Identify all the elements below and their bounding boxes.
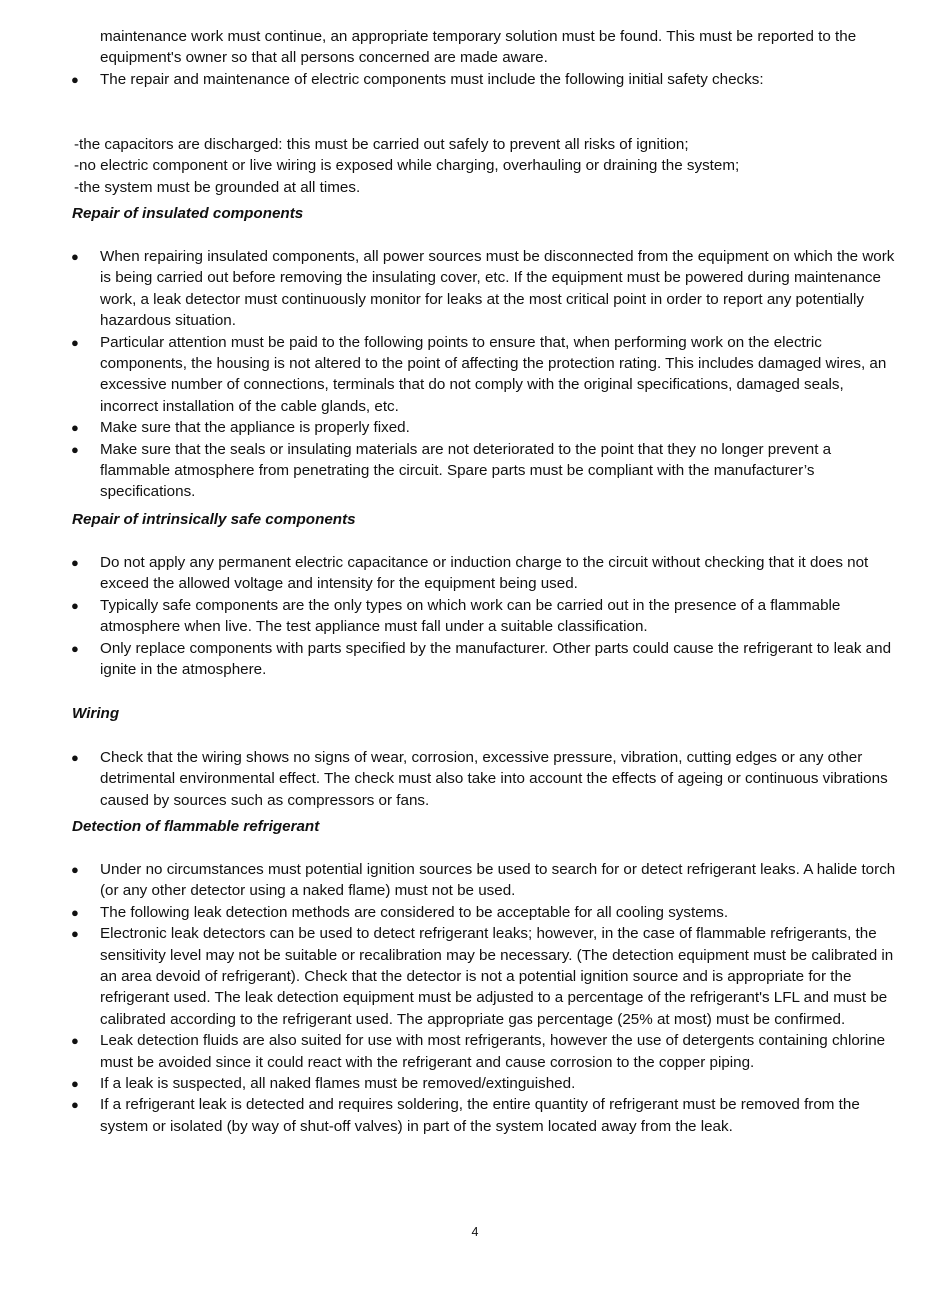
list-item: ● Make sure that the appliance is properly fixed. (0, 417, 950, 438)
bullet-icon: ● (71, 1033, 79, 1049)
list-item: ● Electronic leak detectors can be used to detect refrigerant leaks; however, in the case of flammable refrigerants, the sensitivity level may not be suitable or recalibration may be necessary. (The detection equipment must be calibrated in an area devoid of refrigerant). Check that the detector is not a potential ignition source and is appropriate for the refrigerant used. The leak detection equipment must be adjusted to a percentage of the refrigerant's LFL and must be calibrated according to the refrigerant used. The appropriate gas percentage (25% at most) must be confirmed. (71, 925, 894, 1028)
bullet-icon: ● (71, 750, 79, 765)
bullet-icon: ● (71, 441, 79, 457)
check-line: -no electric component or live wiring is exposed while charging, overhauling or draining the system; (74, 157, 740, 175)
list-item: ● The repair and maintenance of electric components must include the following initial safety checks: (0, 69, 950, 90)
intro-list (0, 69, 950, 90)
section-heading: Detection of flammable refrigerant (72, 818, 320, 835)
bullet-icon: ● (71, 334, 79, 350)
list-item: ● Only replace components with parts specified by the manufacturer. Other parts could cause the refrigerant to leak and ignite in the atmosphere. (71, 639, 892, 679)
intro-block (0, 26, 950, 90)
bullet-icon: ● (71, 555, 79, 570)
safety-checks (0, 134, 950, 198)
list-item: ● Particular attention must be paid to the following points to ensure that, when performing work on the electric components, the housing is not altered to the point of affecting the protection rating. This includes damaged wires, an excessive number of connections, terminals that do not comply with the original specifications, damaged seals, incorrect installation of the cable glands, etc. (71, 333, 887, 415)
section-list (0, 859, 950, 1137)
section-heading: Repair of intrinsically safe components (72, 511, 356, 528)
bullet-icon: ● (71, 862, 79, 877)
page-number: 4 (471, 1225, 479, 1239)
list-item: ● When repairing insulated components, all power sources must be disconnected from the equipment on which the work is being carried out before removing the insulating cover, etc. If the equipment must be powered during maintenance work, a leak detector must continuously monitor for leaks at the most critical point in order to report any potentially hazardous situation. (71, 248, 895, 330)
intro-continuation: maintenance work must continue, an appropriate temporary solution must be found. This must be reported to the equipment's owner so that all persons concerned are made aware. (100, 28, 857, 67)
section-heading: Wiring (72, 705, 120, 722)
list-item: ● Make sure that the seals or insulating materials are not deteriorated to the point that they no longer prevent a flammable atmosphere from penetrating the circuit. Spare parts must be compliant with the manufacturer’s specifications. (71, 440, 832, 501)
section-list (0, 552, 950, 680)
list-item: ● If a refrigerant leak is detected and requires soldering, the entire quantity of refrigerant must be removed from the system or isolated (by way of shut-off valves) in part of the system located away from the leak. (71, 1096, 860, 1135)
check-line: -the system must be grounded at all times. (74, 178, 361, 196)
bullet-icon: ● (71, 249, 79, 264)
check-line: -the capacitors are discharged: this must be carried out safely to prevent all risks of ignition; (74, 136, 689, 153)
bullet-icon: ● (71, 1076, 79, 1092)
list-item: ● If a leak is suspected, all naked flames must be removed/extinguished. (0, 1073, 950, 1094)
bullet-icon: ● (71, 640, 79, 656)
list-item: ● Leak detection fluids are also suited for use with most refrigerants, however the use of detergents containing chlorine must be avoided since it could react with the refrigerant and cause corrosion to the copper piping. (71, 1032, 886, 1071)
bullet-icon: ● (71, 71, 79, 87)
section-list (0, 246, 950, 503)
list-item: ● Under no circumstances must potential ignition sources be used to search for or detect refrigerant leaks. A halide torch (or any other detector using a naked flame) must not be used. (71, 861, 896, 900)
list-item: ● Do not apply any permanent electric capacitance or induction charge to the circuit without checking that it does not exceed the allowed voltage and intensity for the equipment being used. (71, 554, 869, 593)
list-item: ● The following leak detection methods are considered to be acceptable for all cooling systems. (0, 902, 950, 923)
bullet-icon: ● (71, 926, 79, 942)
bullet-icon: ● (71, 1097, 79, 1113)
list-item: ● Check that the wiring shows no signs of wear, corrosion, excessive pressure, vibration, cutting edges or any other detrimental environmental effect. The check must also take into account the effects of ageing or continuous vibrations caused by sources such as compressors or fans. (71, 749, 888, 809)
section-list (0, 747, 950, 811)
bullet-icon: ● (71, 904, 79, 920)
section-heading: Repair of insulated components (72, 205, 304, 222)
bullet-icon: ● (71, 420, 79, 436)
bullet-icon: ● (71, 597, 79, 613)
list-item: ● Typically safe components are the only types on which work can be carried out in the presence of a flammable atmosphere when live. The test appliance must fall under a suitable classification. (71, 596, 841, 636)
